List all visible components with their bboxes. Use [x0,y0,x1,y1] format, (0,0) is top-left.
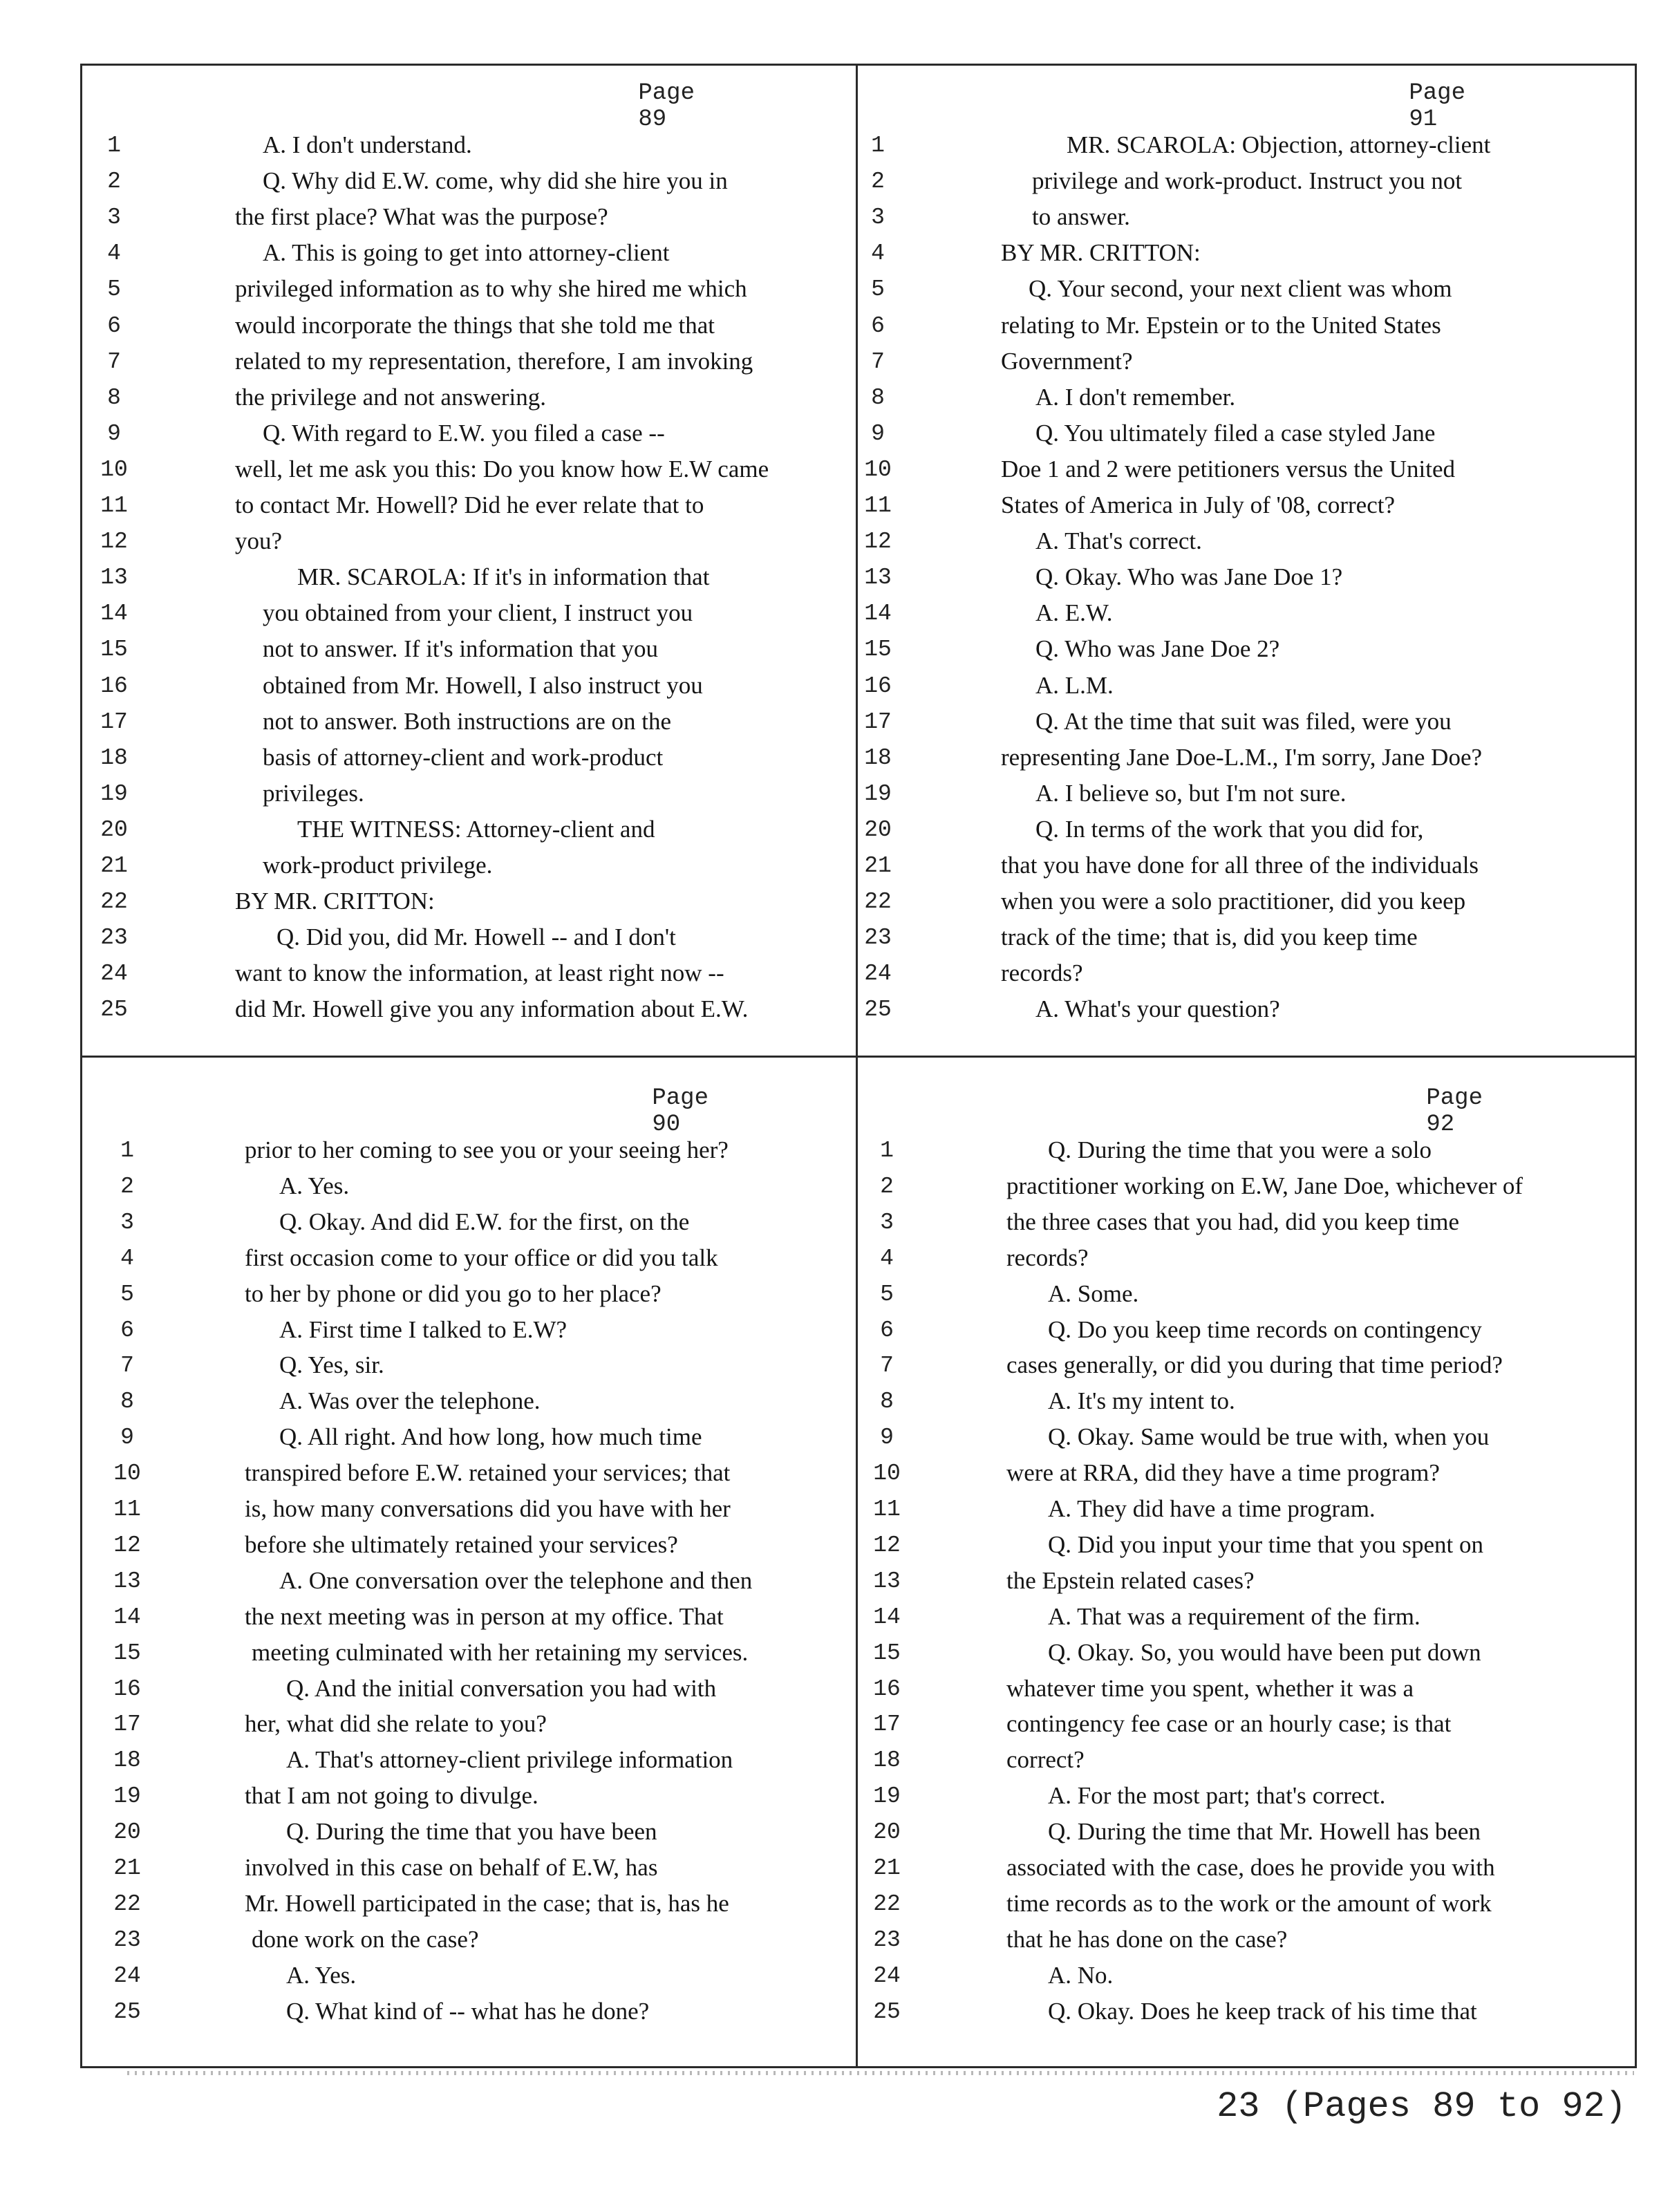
line-number: 23 [864,925,892,951]
line-number: 17 [113,1712,141,1738]
line-number: 4 [120,1245,134,1271]
line-text: relating to Mr. Epstein or to the United States [1001,311,1441,339]
line-number: 15 [100,637,128,663]
line-number: 1 [107,133,121,158]
line-number: 11 [100,493,128,518]
line-number: 5 [120,1281,134,1307]
line-number: 19 [864,780,892,807]
line-number: 5 [880,1281,894,1307]
line-number: 2 [871,169,885,195]
line-number: 13 [100,565,128,591]
line-text: Mr. Howell participated in the case; that is, has he [245,1889,729,1917]
line-text: Q. Who was Jane Doe 2? [1035,635,1280,663]
line-number: 4 [871,241,885,267]
line-text: you? [235,527,283,555]
line-text: A. One conversation over the telephone and then [279,1566,753,1594]
line-text: Q. During the time that you have been [286,1818,657,1846]
line-text: Q. Yes, sir. [279,1351,384,1379]
line-text: MR. SCAROLA: Objection, attorney-client [1067,131,1491,158]
line-text: work-product privilege. [263,852,493,879]
page-label: Page 89 [638,80,695,133]
line-text: MR. SCAROLA: If it's in information that [297,563,710,591]
line-number: 10 [873,1461,901,1487]
line-number: 22 [113,1891,141,1917]
line-number: 10 [100,456,128,482]
line-number: 2 [120,1173,134,1199]
line-number: 6 [120,1317,134,1343]
line-number: 14 [864,601,892,627]
row-divider [80,1056,1637,1058]
line-text: that he has done on the case? [1006,1925,1288,1953]
line-number: 24 [864,961,892,987]
line-text: Q. With regard to E.W. you filed a case -- [263,419,665,447]
line-number: 13 [113,1568,141,1594]
page-label: Page 91 [1409,80,1465,133]
line-number: 25 [873,1998,901,2025]
line-number: 9 [120,1425,134,1451]
line-number: 13 [873,1568,901,1594]
line-text: BY MR. CRITTON: [1001,239,1201,267]
line-text: Doe 1 and 2 were petitioners versus the United [1001,455,1456,482]
line-text: transpired before E.W. retained your services; that [245,1459,731,1487]
line-text: privileged information as to why she hired me which [235,275,747,303]
line-number: 23 [100,925,128,951]
line-text: that I am not going to divulge. [245,1782,538,1810]
line-number: 6 [880,1317,894,1343]
line-text: did Mr. Howell give you any information about E.W. [235,995,749,1023]
line-number: 16 [864,673,892,699]
line-number: 11 [864,493,892,518]
line-text: A. Some. [1048,1280,1139,1307]
line-text: is, how many conversations did you have with her [245,1495,731,1522]
line-text: obtained from Mr. Howell, I also instruct you [263,671,703,699]
line-text: A. First time I talked to E.W? [279,1315,568,1343]
line-text: Q. Okay. So, you would have been put down [1048,1638,1481,1666]
line-text: well, let me ask you this: Do you know how E.W came [235,455,769,482]
line-text: Q. Your second, your next client was whom [1029,275,1452,303]
line-text: time records as to the work or the amount of work [1006,1889,1492,1917]
line-text: A. E.W. [1035,599,1113,627]
line-number: 23 [113,1927,141,1953]
line-text: were at RRA, did they have a time program? [1006,1459,1440,1487]
line-number: 20 [873,1819,901,1846]
line-text: whatever time you spent, whether it was a [1006,1674,1414,1702]
line-text: A. What's your question? [1035,995,1280,1023]
line-text: prior to her coming to see you or your seeing her? [245,1136,729,1163]
line-number: 17 [873,1712,901,1738]
line-text: Q. In terms of the work that you did for, [1035,815,1424,843]
line-text: Q. Okay. Does he keep track of his time that [1048,1997,1477,2025]
line-number: 21 [100,853,128,879]
line-number: 3 [871,205,885,231]
line-text: involved in this case on behalf of E.W, has [245,1854,658,1881]
line-number: 22 [873,1891,901,1917]
line-text: A. Yes. [286,1961,357,1989]
line-number: 7 [880,1353,894,1379]
line-text: before she ultimately retained your services? [245,1530,678,1558]
line-text: her, what did she relate to you? [245,1710,547,1738]
line-text: A. That's correct. [1035,527,1202,555]
line-text: to answer. [1032,203,1130,231]
line-text: the three cases that you had, did you keep time [1006,1208,1460,1235]
line-text: A. For the most part; that's correct. [1048,1782,1386,1810]
line-number: 1 [120,1138,134,1163]
line-number: 25 [864,997,892,1023]
page-footer: 23 (Pages 89 to 92) [1217,2086,1626,2127]
line-text: track of the time; that is, did you keep time [1001,924,1418,951]
line-text: would incorporate the things that she told me that [235,311,715,339]
line-number: 9 [880,1425,894,1451]
line-number: 19 [113,1783,141,1810]
line-number: 16 [113,1676,141,1702]
line-text: Government? [1001,347,1133,375]
line-text: A. No. [1048,1961,1114,1989]
line-text: the Epstein related cases? [1006,1566,1255,1594]
line-text: A. Yes. [279,1172,350,1199]
scan-noise [127,2071,1634,2075]
line-text: A. This is going to get into attorney-client [263,239,670,267]
line-text: Q. What kind of -- what has he done? [286,1997,650,2025]
line-number: 15 [873,1640,901,1666]
line-text: Q. And the initial conversation you had with [286,1674,717,1702]
line-text: Q. All right. And how long, how much time [279,1423,702,1451]
line-number: 12 [113,1532,141,1558]
line-text: correct? [1006,1746,1085,1774]
line-number: 1 [871,133,885,158]
line-text: you obtained from your client, I instruct you [263,599,693,627]
line-number: 20 [113,1819,141,1846]
line-text: A. They did have a time program. [1048,1495,1376,1522]
line-number: 17 [100,709,128,735]
line-text: Q. Okay. And did E.W. for the first, on the [279,1208,690,1235]
line-text: the next meeting was in person at my office. That [245,1602,724,1630]
line-number: 7 [120,1353,134,1379]
line-number: 12 [864,529,892,555]
line-number: 1 [880,1138,894,1163]
line-text: A. It's my intent to. [1048,1387,1235,1415]
line-number: 8 [120,1389,134,1415]
line-number: 18 [873,1747,901,1774]
line-number: 13 [864,565,892,591]
line-text: not to answer. If it's information that you [263,635,659,663]
line-text: A. That was a requirement of the firm. [1048,1602,1420,1630]
line-number: 10 [113,1461,141,1487]
line-text: basis of attorney-client and work-product [263,743,664,771]
line-text: A. I don't remember. [1035,383,1236,411]
line-text: representing Jane Doe-L.M., I'm sorry, Jane Doe? [1001,743,1483,771]
line-text: THE WITNESS: Attorney-client and [297,815,655,843]
line-number: 9 [107,420,121,447]
line-number: 18 [864,744,892,771]
line-number: 16 [873,1676,901,1702]
line-text: practitioner working on E.W, Jane Doe, whichever of [1006,1172,1523,1199]
line-number: 24 [113,1962,141,1989]
line-number: 21 [864,853,892,879]
line-text: A. L.M. [1035,671,1114,699]
line-text: privilege and work-product. Instruct you not [1032,167,1463,195]
line-text: cases generally, or did you during that time period? [1006,1351,1503,1379]
line-text: records? [1001,959,1083,987]
line-text: related to my representation, therefore, I am invoking [235,347,753,375]
line-number: 4 [107,241,121,267]
line-text: BY MR. CRITTON: [235,888,435,915]
line-number: 4 [880,1245,894,1271]
line-number: 20 [100,816,128,843]
line-number: 19 [100,780,128,807]
line-number: 14 [100,601,128,627]
line-number: 8 [871,384,885,411]
line-text: Q. Do you keep time records on contingency [1048,1315,1482,1343]
line-text: Q. Did you input your time that you spent on [1048,1530,1483,1558]
line-number: 3 [880,1209,894,1235]
line-number: 18 [113,1747,141,1774]
line-text: when you were a solo practitioner, did you keep [1001,888,1466,915]
line-text: contingency fee case or an hourly case; is that [1006,1710,1452,1738]
line-number: 8 [107,384,121,411]
line-text: done work on the case? [252,1925,479,1953]
line-number: 5 [871,276,885,303]
line-text: the privilege and not answering. [235,383,547,411]
line-text: first occasion come to your office or did you talk [245,1244,718,1271]
line-text: not to answer. Both instructions are on the [263,707,672,735]
line-number: 21 [873,1855,901,1881]
line-number: 6 [871,312,885,339]
line-number: 23 [873,1927,901,1953]
line-number: 2 [880,1173,894,1199]
line-text: Q. During the time that Mr. Howell has been [1048,1818,1481,1846]
line-number: 5 [107,276,121,303]
line-text: Q. At the time that suit was filed, were you [1035,707,1452,735]
line-number: 17 [864,709,892,735]
line-number: 8 [880,1389,894,1415]
line-text: Q. You ultimately filed a case styled Jane [1035,419,1436,447]
line-number: 22 [100,889,128,915]
line-text: associated with the case, does he provide you with [1006,1854,1495,1881]
line-text: A. That's attorney-client privilege information [286,1746,733,1774]
line-text: to contact Mr. Howell? Did he ever relate that to [235,491,704,518]
line-number: 24 [100,961,128,987]
line-number: 25 [100,997,128,1023]
line-text: States of America in July of '08, correct? [1001,491,1396,518]
line-text: A. I don't understand. [263,131,472,158]
page-label: Page 92 [1426,1085,1483,1138]
line-text: to her by phone or did you go to her place? [245,1280,662,1307]
line-number: 3 [107,205,121,231]
line-text: A. I believe so, but I'm not sure. [1035,779,1347,807]
line-number: 12 [873,1532,901,1558]
line-number: 9 [871,420,885,447]
line-number: 14 [873,1604,901,1630]
line-number: 16 [100,673,128,699]
line-text: Q. Okay. Who was Jane Doe 1? [1035,563,1343,591]
line-text: Q. Okay. Same would be true with, when you [1048,1423,1490,1451]
line-number: 11 [113,1497,141,1522]
line-number: 7 [871,348,885,375]
line-text: privileges. [263,779,364,807]
line-number: 10 [864,456,892,482]
line-number: 19 [873,1783,901,1810]
line-number: 6 [107,312,121,339]
page-label: Page 90 [652,1085,709,1138]
line-number: 24 [873,1962,901,1989]
line-number: 15 [113,1640,141,1666]
line-number: 11 [873,1497,901,1522]
line-text: Q. Why did E.W. come, why did she hire you in [263,167,728,195]
line-text: records? [1006,1244,1089,1271]
line-number: 20 [864,816,892,843]
line-text: the first place? What was the purpose? [235,203,608,231]
line-number: 25 [113,1998,141,2025]
line-text: that you have done for all three of the individuals [1001,852,1479,879]
line-number: 18 [100,744,128,771]
line-text: meeting culminated with her retaining my services. [252,1638,749,1666]
line-text: Q. Did you, did Mr. Howell -- and I don't [276,924,676,951]
line-number: 12 [100,529,128,555]
line-text: Q. During the time that you were a solo [1048,1136,1432,1163]
line-number: 7 [107,348,121,375]
line-text: A. Was over the telephone. [279,1387,541,1415]
line-number: 3 [120,1209,134,1235]
line-number: 21 [113,1855,141,1881]
line-text: want to know the information, at least right now -- [235,959,724,987]
line-number: 2 [107,169,121,195]
line-number: 22 [864,889,892,915]
line-number: 15 [864,637,892,663]
line-number: 14 [113,1604,141,1630]
